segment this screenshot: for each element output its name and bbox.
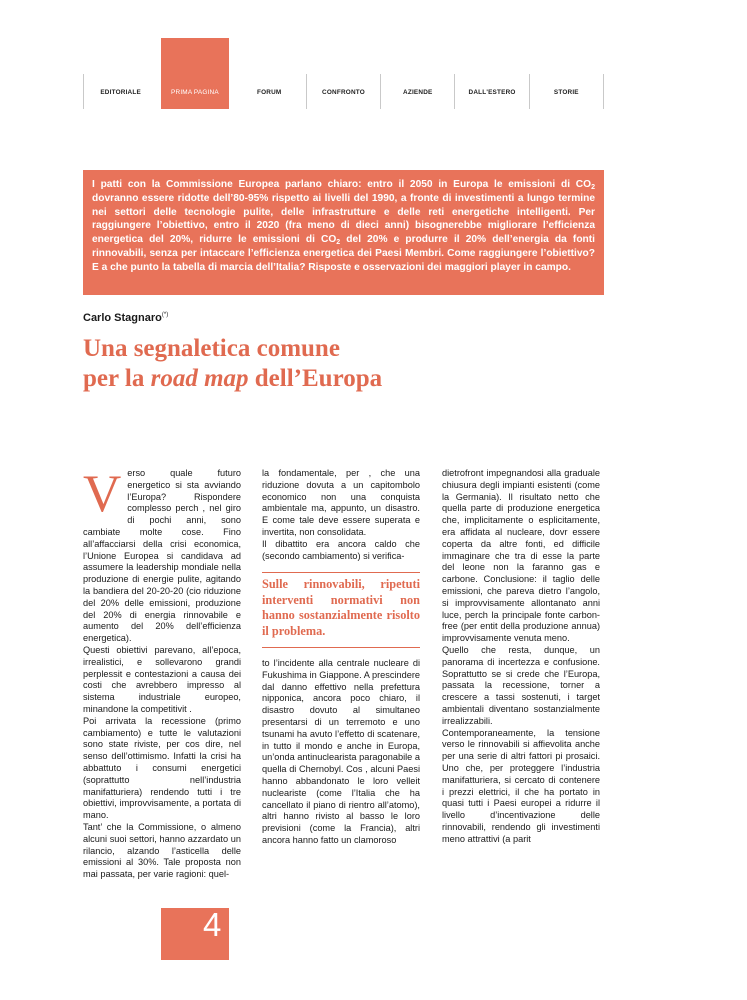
author-name: Carlo Stagnaro — [83, 312, 162, 324]
nav-item-dall-estero[interactable]: DALL'ESTERO — [454, 74, 528, 109]
author-byline — [83, 312, 168, 324]
lead-subscript-2: 2 — [336, 239, 341, 247]
title-line-2-italic: road map — [150, 365, 249, 392]
lead-text-part-2: dovranno essere ridotte dell’80-95% rispetto ai livelli del 1990, a fronte di investimenti a lungo termine nei settori delle tecnologie pulite, delle infrastrutture e delle reti energetiche intelligenti. Per raggiungere l’obiettivo, entro il 2020 (fra meno di dieci anni) bisognerebbe migliorare l’efficienza energetica del 20%, ridurre le emissioni di CO — [92, 192, 595, 246]
page-number: 4 — [203, 906, 222, 943]
author-note-marker: (*) — [161, 312, 169, 318]
paragraph: Tant’ che la Commissione, o almeno alcuni suoi settori, hanno azzardato un rilancio, alzando l’asticella delle emissioni al 30%. Tale proposta non mai passata, per varie ragioni: quel- — [83, 821, 241, 880]
title-line-1: Una segnaletica comune — [83, 335, 340, 362]
paragraph: Questi obiettivi parevano, all’epoca, irrealistici, e sollevarono grandi perplessit e contestazioni a causa dei costi che avrebbero impresso al sistema industriale europeo, minandone la competitivit . — [83, 644, 241, 714]
paragraph: Quello che resta, dunque, un panorama di incertezza e confusione. Soprattutto se si crede che l’Europa, passata la recessione, torner a crescere a tassi sostenuti, i target ambientali diventano sostanzialmente irrealizzabili. — [442, 644, 600, 726]
article-column-1 — [83, 465, 241, 881]
article-title — [83, 334, 603, 394]
nav-item-prima-pagina[interactable]: PRIMA PAGINA — [171, 89, 219, 96]
nav-item-editoriale[interactable]: EDITORIALE — [83, 74, 157, 109]
paragraph: to l’incidente alla centrale nucleare di Fukushima in Giappone. A prescindere dal danno effettivo nella prefettura nipponica, ancora poco chiaro, il disastro dovuto al simultaneo presentarsi di un terremoto e uno tsunami ha avuto l’effetto di scatenare, in tutto il mondo e anche in Europa, un’onda antinuclearista paragonabile a quella di Chernobyl. Cos , alcuni Paesi hanno abbandonato le loro velleit nucleariste (come l’Italia che ha cancellato il piano di rientro all’atomo), altri hanno rivisto al basso le loro previsioni (come la Francia), altri ancora hanno fatto un clamoroso — [262, 658, 420, 845]
paragraph — [83, 465, 241, 645]
lead-text-part-1: I patti con la Commissione Europea parlano chiaro: entro il 2050 in Europa le emissioni di CO — [92, 179, 592, 190]
nav-item-storie[interactable]: STORIE — [529, 74, 604, 109]
lead-text-part-3: del 20% e produrre il 20% dell’energia da fonti rinnovabili, senza per intaccare l’efficienza energetica dei Paesi Membri. Come raggiungere l’obiettivo? E a che punto la tabella di marcia dell’Italia? Risposte e osservazioni dei maggiori player in campo. — [92, 234, 595, 273]
paragraph-text: erso quale futuro energetico si sta avviando l’Europa? Rispondere complesso perch , nel giro di pochi anni, sono cambiate molte cose. Fino all’affacciarsi della crisi economica, l’Unione Europea si candidava ad assumere la leadership mondiale nella produzione di energie pulite, agitando la bandiera del 20-20-20 (cio riduzione del 20% delle emissioni, produzione del 20% di energia rinnovabile e aumento del 20% dell’efficienza energetica). — [83, 468, 241, 644]
paragraph: Contemporaneamente, la tensione verso le rinnovabili si affievolita anche per una serie di altri fattori pi prosaici. Uno che, per proteggere l’industria manifatturiera, si cercato di contenere i prezzi elettrici, il che ha portato in quasi tutti i Paesi europei a ridurre il livello d’incentivazione delle rinnovabili, rendendo gli investimenti meno attrattivi (a parit — [442, 727, 600, 844]
lead-subscript-1: 2 — [591, 184, 595, 191]
paragraph: Il dibattito era ancora caldo che (secondo cambiamento) si verifica- — [262, 538, 420, 561]
article-column-3 — [442, 468, 600, 846]
title-line-2-suffix: dell’Europa — [248, 365, 383, 392]
paragraph: Poi arrivata la recessione (primo cambiamento) e tutte le valutazioni sono state riviste, per cos dire, nel senso dell’ottimismo. Infatti la crisi ha abbattuto i consumi energetici (soprattutto nell’industria manifatturiera) rendendo tutti i tre obiettivi, improvvisamente, a portata di mano. — [83, 715, 241, 821]
drop-cap: V — [83, 465, 122, 523]
nav-item-forum[interactable]: FORUM — [256, 89, 282, 96]
section-nav — [83, 74, 604, 109]
lead-summary-box — [83, 170, 604, 295]
nav-item-aziende[interactable]: AZIENDE — [380, 74, 454, 109]
nav-item-confronto[interactable]: CONFRONTO — [306, 74, 380, 109]
title-line-2-prefix: per la — [83, 365, 151, 392]
pull-quote: Sulle rinnovabili, ripetuti interventi normativi non hanno sostanzialmente risolto il problema. — [262, 572, 420, 648]
article-column-2 — [262, 468, 420, 847]
paragraph: dietrofront impegnandosi alla graduale chiusura degli impianti esistenti (come la Germania). Il risultato netto che quella parte di produzione energetica che, implicitamente o esplicitamente, era affidata al nucleare, dovr essere coperta da altre fonti, ed difficile immaginare che tra di esse la parte del leone non la faranno gas e carbone. Conclusione: il taglio delle emissioni, che pareva dietro l’angolo, si improvvisamente allontanato anni luce, perch la principale fonte carbon-free (per entit della produzione annua) improvvisamente venuta meno. — [442, 468, 600, 644]
paragraph: la fondamentale, per , che una riduzione dovuta a un capitombolo economico non una conquista ambientale ma, appunto, un disastro. E come tale deve essere superata e invertita, non consolidata. — [262, 468, 420, 537]
